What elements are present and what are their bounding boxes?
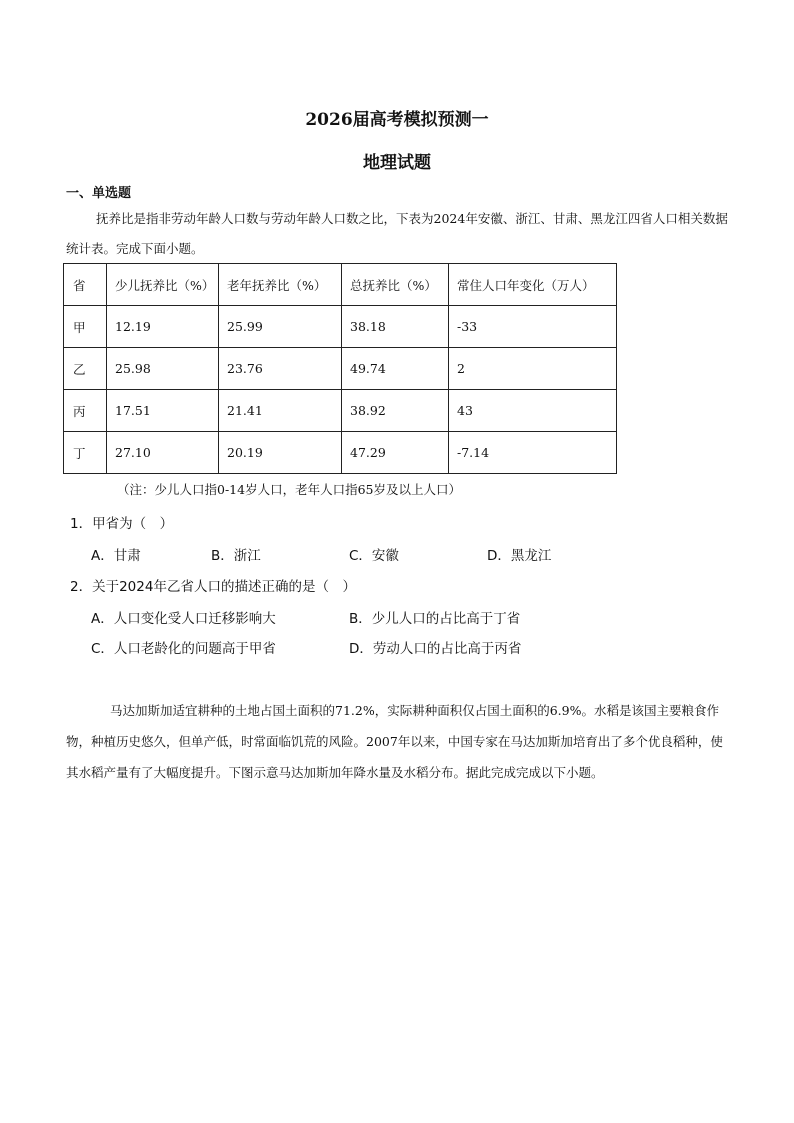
table-cell: 25.99: [219, 306, 342, 348]
table-header-cell: 总抚养比（%）: [342, 264, 449, 306]
table-row: [64, 348, 617, 390]
question-2-option-b[interactable]: B．少儿人口的占比高于丁省: [349, 611, 521, 627]
table-cell: 2: [449, 348, 617, 390]
table-cell: 25.98: [107, 348, 219, 390]
passage-2: 马达加斯加适宜耕种的土地占国土面积的71.2%，实际耕种面积仅占国土面积的6.9%。水稻是该国主要粮食作物，种植历史悠久，但单产低，时常面临饥荒的风险。2007年以来，中国专家在马达加斯加培育出了多个优良稻种，使其水稻产量有了大幅度提升。下图示意马达加斯加年降水量及水稻分布。据此完成完成以下小题。: [66, 703, 723, 780]
question-2-stem: 2．关于2024年乙省人口的描述正确的是（ ）: [70, 579, 356, 595]
question-1-option-a[interactable]: A．甘肃: [91, 548, 141, 564]
table-header-cell: 常住人口年变化（万人）: [449, 264, 617, 306]
table-cell: 甲: [64, 306, 107, 348]
table-cell: 20.19: [219, 432, 342, 474]
table-cell: 49.74: [342, 348, 449, 390]
table-cell: 23.76: [219, 348, 342, 390]
table-cell: 38.18: [342, 306, 449, 348]
table-row: [64, 390, 617, 432]
table-cell: 12.19: [107, 306, 219, 348]
table-cell: 21.41: [219, 390, 342, 432]
question-2-option-a[interactable]: A．人口变化受人口迁移影响大: [91, 611, 276, 627]
table-cell: 43: [449, 390, 617, 432]
table-header-row: [64, 264, 617, 306]
table-cell: 38.92: [342, 390, 449, 432]
table-cell: 丁: [64, 432, 107, 474]
table-cell: -7.14: [449, 432, 617, 474]
table-row: [64, 432, 617, 474]
table-row: [64, 306, 617, 348]
table-cell: 丙: [64, 390, 107, 432]
question-2-option-c[interactable]: C．人口老龄化的问题高于甲省: [91, 641, 276, 657]
question-1-stem: 1．甲省为（ ）: [70, 516, 174, 532]
table-cell: 乙: [64, 348, 107, 390]
table-header-cell: 老年抚养比（%）: [219, 264, 342, 306]
table-header-cell: 少儿抚养比（%）: [107, 264, 219, 306]
question-1-option-b[interactable]: B．浙江: [211, 548, 261, 564]
table-cell: 17.51: [107, 390, 219, 432]
question-2-option-d[interactable]: D．劳动人口的占比高于丙省: [349, 641, 522, 657]
table-cell: 47.29: [342, 432, 449, 474]
question-1-option-c[interactable]: C．安徽: [349, 548, 399, 564]
table-header-cell: 省: [64, 264, 107, 306]
table-cell: -33: [449, 306, 617, 348]
section-heading: 一、单选题: [66, 186, 132, 201]
question-1-option-d[interactable]: D．黑龙江: [487, 548, 552, 564]
intro-paragraph: 抚养比是指非劳动年龄人口数与劳动年龄人口数之比，下表为2024年安徽、浙江、甘肃、黑龙江四省人口相关数据统计表。完成下面小题。: [66, 211, 728, 256]
population-table: [63, 263, 617, 474]
page-subtitle: 地理试题: [363, 153, 431, 173]
page-title: 2026届高考模拟预测一: [305, 110, 489, 130]
table-note: （注：少儿人口指0-14岁人口，老年人口指65岁及以上人口）: [117, 482, 461, 497]
table-cell: 27.10: [107, 432, 219, 474]
